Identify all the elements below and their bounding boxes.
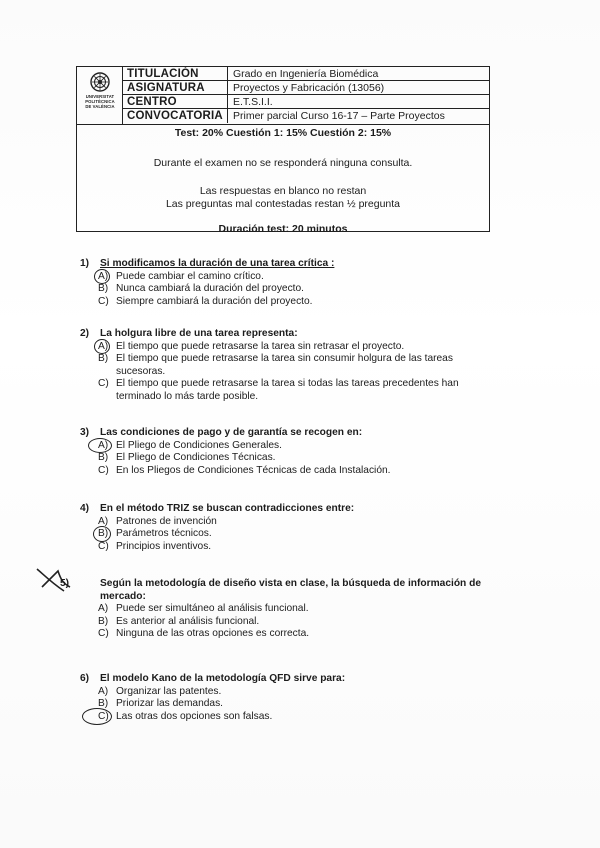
header-label: ASIGNATURA bbox=[127, 82, 205, 94]
header-label: CENTRO bbox=[127, 96, 177, 108]
option-a[interactable]: A) El Pliego de Condiciones Generales. bbox=[98, 439, 282, 451]
question-stem: 4) En el método TRIZ se buscan contradicciones entre: bbox=[80, 503, 355, 514]
exam-instructions bbox=[77, 125, 489, 235]
university-name: UNIVERSITAT POLITÈCNICA DE VALÈNCIA bbox=[85, 94, 115, 109]
answer-circle-mark bbox=[82, 708, 112, 725]
option-c[interactable]: C) Principios inventivos. bbox=[98, 540, 212, 552]
option-b[interactable]: B) Parámetros técnicos. bbox=[98, 528, 212, 539]
header-value: Grado en Ingeniería Biomédica bbox=[233, 68, 379, 80]
option-c[interactable]: C) El tiempo que puede retrasarse la tarea si todas las tareas precedentes han terminado lo más tarde posible. bbox=[98, 378, 459, 402]
option-b[interactable]: B) Priorizar las demandas. bbox=[98, 698, 224, 709]
header-row-centro bbox=[123, 95, 490, 109]
option-c[interactable]: C) Las otras dos opciones son falsas. bbox=[98, 710, 273, 722]
question-stem: 1) Si modificamos la duración de una tarea crítica : bbox=[80, 258, 335, 269]
option-b[interactable]: B) El Pliego de Condiciones Técnicas. bbox=[98, 452, 276, 463]
header-value: Primer parcial Curso 16-17 – Parte Proyectos bbox=[233, 110, 445, 122]
blank-answers-rule: Las respuestas en blanco no restan bbox=[199, 185, 367, 197]
question-6 bbox=[80, 673, 500, 723]
question-stem: 6) El modelo Kano de la metodología QFD sirve para: bbox=[80, 673, 346, 684]
question-5 bbox=[60, 578, 500, 641]
question-2 bbox=[80, 328, 500, 403]
answer-circle-mark bbox=[88, 438, 112, 453]
option-a[interactable]: A) Organizar las patentes. bbox=[98, 685, 222, 697]
wrong-answers-rule: Las preguntas mal contestadas restan ½ pregunta bbox=[165, 198, 401, 210]
test-duration: Duración test: 20 minutos bbox=[218, 223, 348, 235]
header-info-block bbox=[77, 67, 489, 125]
header-value: Proyectos y Fabricación (13056) bbox=[233, 82, 385, 94]
question-3 bbox=[80, 427, 500, 477]
question-stem: 5) Según la metodología de diseño vista en clase, la búsqueda de información de mercado: bbox=[60, 578, 481, 602]
question-4 bbox=[80, 503, 500, 553]
question-stem: 3) Las condiciones de pago y de garantía se recogen en: bbox=[80, 427, 363, 438]
option-c[interactable]: C) En los Pliegos de Condiciones Técnicas de cada Instalación. bbox=[98, 464, 391, 476]
option-a[interactable]: A) Puede ser simultáneo al análisis funcional. bbox=[98, 603, 309, 614]
university-logo bbox=[77, 67, 123, 124]
header-row-asignatura bbox=[123, 81, 490, 95]
header-row-convocatoria bbox=[123, 109, 490, 123]
answer-circle-mark bbox=[93, 526, 111, 542]
answer-circle-mark bbox=[94, 339, 110, 354]
no-questions-notice: Durante el examen no se responderá ninguna consulta. bbox=[153, 157, 413, 169]
university-seal-icon bbox=[90, 72, 110, 92]
answer-circle-mark bbox=[94, 269, 110, 284]
test-weighting: Test: 20% Cuestión 1: 15% Cuestión 2: 15% bbox=[174, 127, 392, 139]
header-value: E.T.S.I.I. bbox=[233, 96, 273, 108]
header-label: TITULACIÓN bbox=[127, 68, 199, 80]
option-b[interactable]: B) Nunca cambiará la duración del proyecto. bbox=[98, 283, 305, 294]
question-stem: 2) La holgura libre de una tarea representa: bbox=[80, 328, 298, 339]
header-label: CONVOCATORIA bbox=[127, 110, 223, 122]
option-c[interactable]: C) Ninguna de las otras opciones es correcta. bbox=[98, 628, 310, 639]
option-a[interactable]: A) El tiempo que puede retrasarse la tarea sin retrasar el proyecto. bbox=[98, 340, 405, 352]
option-b[interactable]: B) Es anterior al análisis funcional. bbox=[98, 615, 260, 627]
option-a[interactable]: A) Patrones de invención bbox=[98, 515, 217, 527]
header-row-titulacion bbox=[123, 67, 490, 81]
exam-header-table bbox=[76, 66, 490, 235]
option-a[interactable]: A) Puede cambiar el camino crítico. bbox=[98, 270, 264, 282]
option-c[interactable]: C) Siempre cambiará la duración del proyecto. bbox=[98, 295, 313, 307]
option-b[interactable]: B) El tiempo que puede retrasarse la tarea sin consumir holgura de las tareas sucesoras. bbox=[98, 353, 453, 377]
question-1 bbox=[80, 258, 500, 308]
